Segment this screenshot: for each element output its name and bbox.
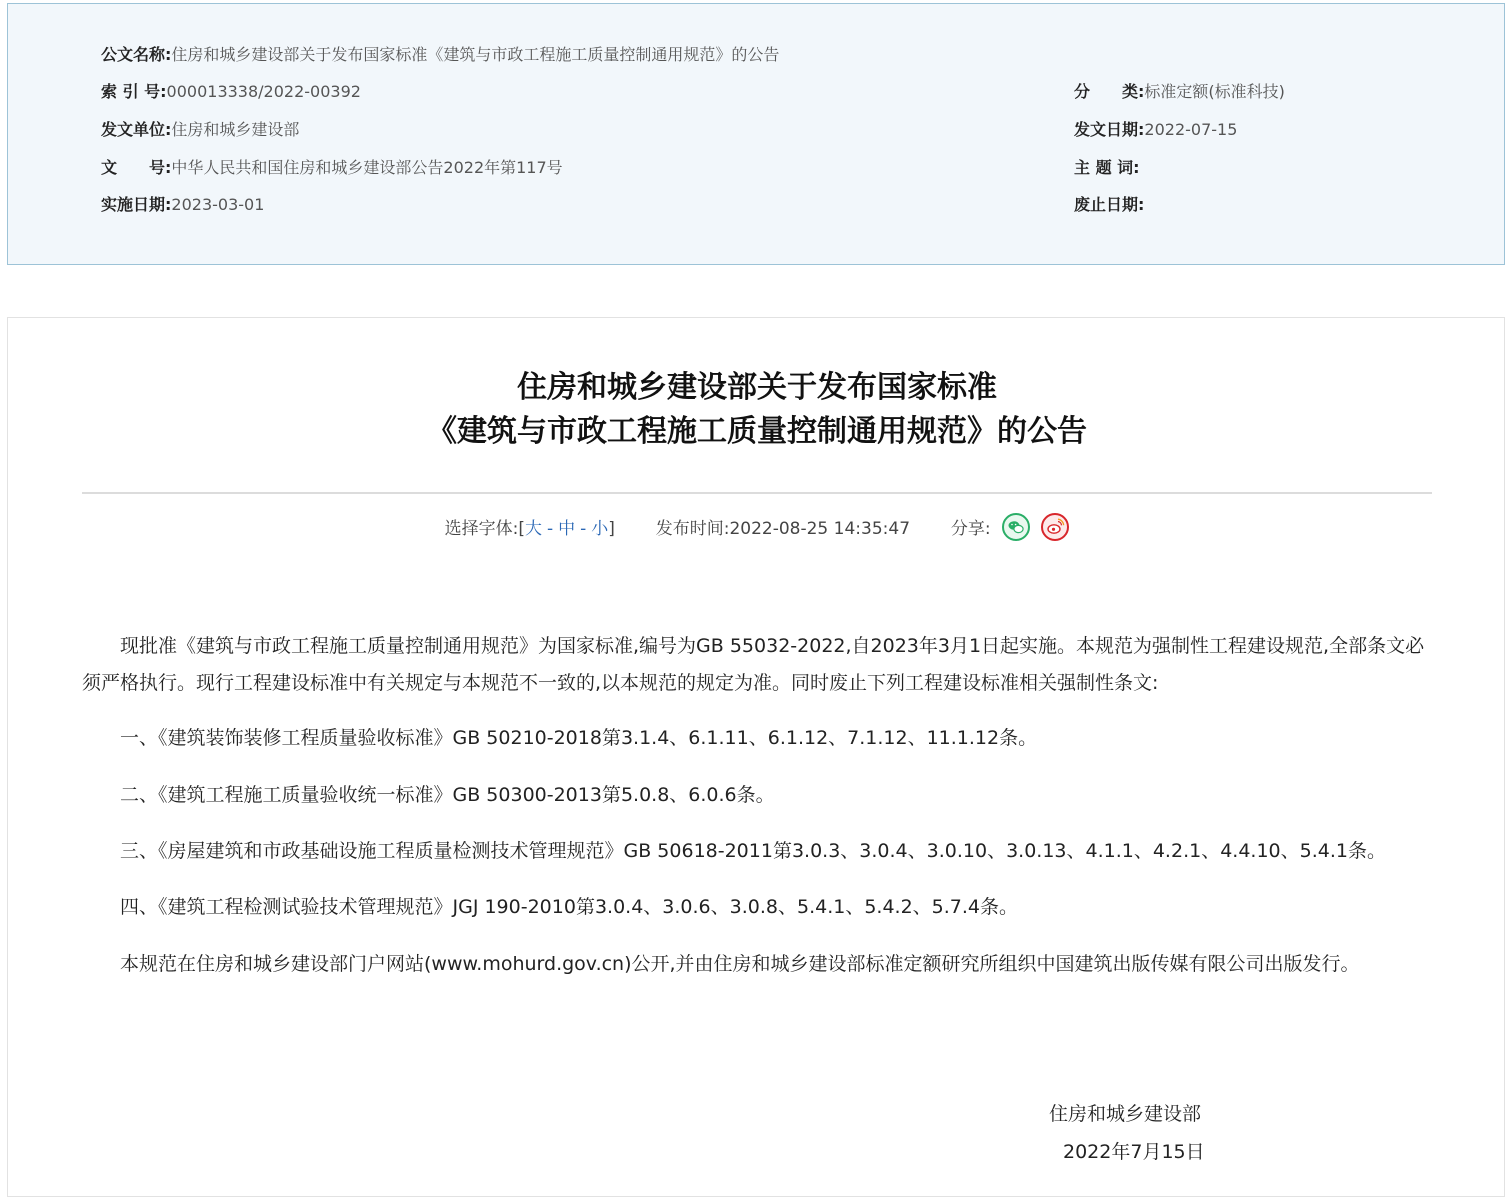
article-title-line1: 住房和城乡建设部关于发布国家标准	[517, 370, 997, 405]
publish-time-label: 发布时间:	[655, 519, 730, 539]
meta-label: 实施日期:	[101, 195, 172, 214]
meta-doc-no	[101, 158, 563, 178]
meta-label: 索 引 号:	[101, 82, 167, 101]
article-paragraph: 四、《建筑工程检测试验技术管理规范》JGJ 190-2010第3.0.4、3.0.6、3.0.8、5.4.1、5.4.2、5.7.4条。	[120, 896, 1019, 918]
share-label: 分享:	[950, 519, 991, 539]
meta-value: 标准定额(标准科技)	[1144, 82, 1285, 101]
meta-label: 主 题 词:	[1074, 158, 1140, 177]
publish-time: 2022-08-25 14:35:47	[729, 519, 911, 539]
signature-date: 2022年7月15日	[1063, 1141, 1205, 1163]
article-panel	[7, 317, 1505, 1197]
article-paragraph: 一、《建筑装饰装修工程质量验收标准》GB 50210-2018第3.1.4、6.1.11、6.1.12、7.1.12、11.1.12条。	[120, 727, 1038, 749]
meta-value: 住房和城乡建设部关于发布国家标准《建筑与市政工程施工质量控制通用规范》的公告	[171, 45, 780, 64]
document-meta-panel	[7, 3, 1505, 265]
article-title-line2: 《建筑与市政工程施工质量控制通用规范》的公告	[427, 414, 1087, 449]
title-divider	[82, 492, 1432, 494]
font-separator: -	[546, 519, 554, 539]
font-separator: -	[580, 519, 587, 539]
article-paragraph: 现批准《建筑与市政工程施工质量控制通用规范》为国家标准,编号为GB 55032-2022,自2023年3月1日起实施。本规范为强制性工程建设规范,全部条文必须严格执行。现行工程建设标准中有关规定与本规范不一致的,以本规范的规定为准。同时废止下列工程建设标准相关强制性条文:	[82, 635, 1425, 694]
meta-label: 文 号:	[101, 158, 172, 177]
meta-label: 发文单位:	[101, 120, 172, 139]
meta-issuer	[101, 120, 299, 140]
meta-index-no	[101, 82, 361, 102]
article-title	[8, 366, 1506, 454]
font-size-medium-link[interactable]: 中	[558, 519, 576, 539]
meta-value: 住房和城乡建设部	[171, 120, 300, 139]
font-size-small-link[interactable]: 小	[591, 519, 609, 539]
font-select-close: ]	[608, 519, 615, 539]
article-toolbar	[8, 514, 1506, 544]
signature-org: 住房和城乡建设部	[1049, 1103, 1202, 1125]
article-paragraph: 二、《建筑工程施工质量验收统一标准》GB 50300-2013第5.0.8、6.0.6条。	[120, 784, 775, 806]
meta-value: 2023-03-01	[171, 195, 265, 214]
meta-label: 发文日期:	[1074, 120, 1145, 139]
meta-issue-date	[1074, 120, 1237, 140]
meta-keywords	[1074, 158, 1140, 178]
meta-label: 公文名称:	[101, 45, 172, 64]
weibo-icon[interactable]	[1041, 513, 1069, 541]
font-size-large-link[interactable]: 大	[524, 519, 542, 539]
article-paragraph: 本规范在住房和城乡建设部门户网站(www.mohurd.gov.cn)公开,并由住房和城乡建设部标准定额研究所组织中国建筑出版传媒有限公司出版发行。	[120, 953, 1360, 975]
meta-category	[1074, 82, 1285, 102]
meta-label: 废止日期:	[1074, 195, 1145, 214]
meta-doc-name	[101, 45, 779, 65]
article-paragraph: 三、《房屋建筑和市政基础设施工程质量检测技术管理规范》GB 50618-2011第3.0.3、3.0.4、3.0.10、3.0.13、4.1.1、4.2.1、4.4.10、5.4.1条。	[120, 840, 1386, 862]
meta-effective-date	[101, 195, 264, 215]
meta-value: 2022-07-15	[1144, 120, 1238, 139]
meta-repeal-date	[1074, 195, 1144, 215]
meta-value: 000013338/2022-00392	[166, 82, 361, 101]
font-select-label: 选择字体:[	[444, 519, 525, 539]
meta-value: 中华人民共和国住房和城乡建设部公告2022年第117号	[171, 158, 563, 177]
wechat-icon[interactable]	[1002, 513, 1030, 541]
meta-label: 分 类:	[1074, 82, 1145, 101]
